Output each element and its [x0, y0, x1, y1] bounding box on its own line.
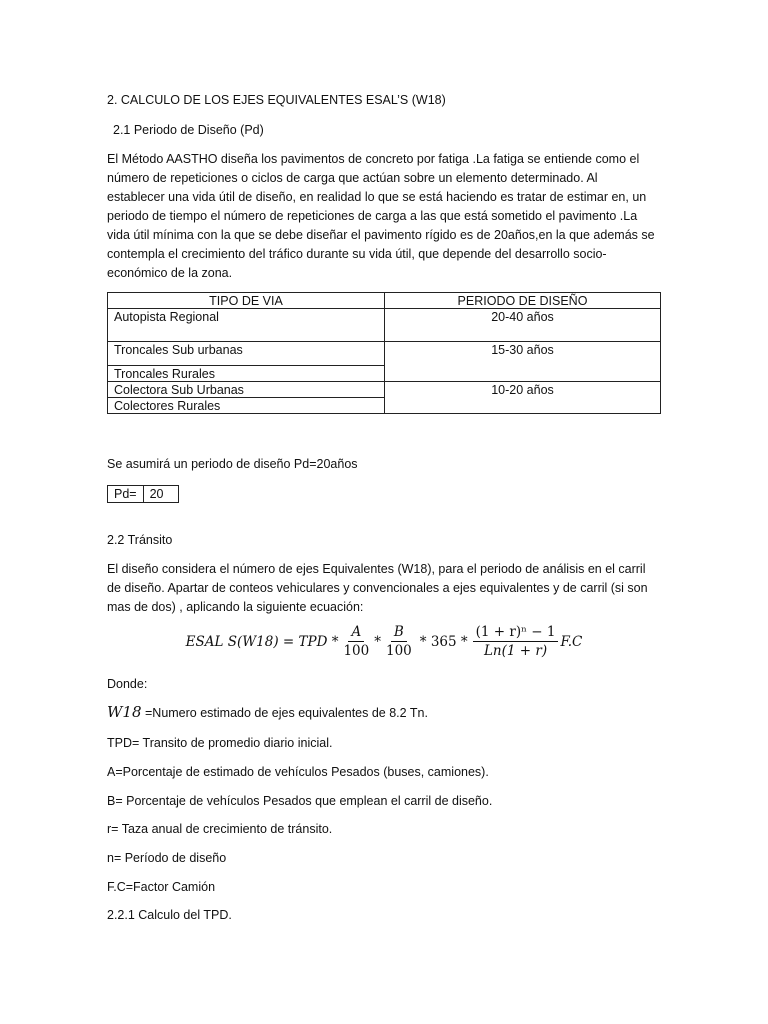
definition-r: r= Taza anual de crecimiento de tránsito.	[107, 822, 333, 836]
paragraph-metodo-aastho	[107, 150, 667, 283]
table-row	[108, 309, 661, 342]
paragraph-line: mas de dos) , aplicando la siguiente ecuación:	[107, 600, 364, 614]
design-period-table	[107, 292, 661, 414]
paragraph-line: económico de la zona.	[107, 266, 233, 280]
assumption-text: Se asumirá un periodo de diseño Pd=20años	[107, 457, 358, 471]
table-cell-periodo: 15-30 años	[385, 342, 661, 382]
table-cell-tipo: Autopista Regional	[108, 309, 385, 342]
definition-text: =Numero estimado de ejes equivalentes de 8.2 Tn.	[141, 706, 428, 720]
paragraph-line: establecer una vida útil de diseño, en realidad lo que se está haciendo es tratar de estimar en, un	[107, 190, 647, 204]
fraction-b-denominator: 100	[386, 643, 412, 659]
section-title: 2. CALCULO DE LOS EJES EQUIVALENTES ESAL’S (W18)	[107, 93, 446, 107]
equation-middle: * 365 *	[419, 633, 468, 650]
paragraph-line: de diseño. Apartar de conteos vehiculares y convencionales a ejes equivalentes y de carril (si son	[107, 581, 648, 595]
definition-w18	[107, 703, 428, 721]
paragraph-line: vida útil mínima con la que se debe diseñar el pavimento rígido es de 20años,en la que además se	[107, 228, 655, 242]
fraction-growth	[473, 624, 559, 659]
fraction-b-numerator: B	[391, 624, 407, 642]
esal-equation	[0, 624, 768, 659]
definition-n: n= Período de diseño	[107, 851, 227, 865]
table-header-periodo: PERIODO DE DISEÑO	[385, 293, 661, 309]
table-header-tipo-via: TIPO DE VIA	[108, 293, 385, 309]
subsection-transito: 2.2 Tránsito	[107, 533, 173, 547]
definition-b: B= Porcentaje de vehículos Pesados que emplean el carril de diseño.	[107, 794, 493, 808]
paragraph-transito	[107, 560, 667, 617]
paragraph-line: El diseño considera el número de ejes Equivalentes (W18), para el periodo de análisis en el carril	[107, 562, 646, 576]
pd-value-box	[107, 485, 179, 503]
table-cell-periodo: 20-40 años	[385, 309, 661, 342]
definition-a: A=Porcentaje de estimado de vehículos Pesados (buses, camiones).	[107, 765, 489, 779]
table-header-row	[108, 293, 661, 309]
donde-label: Donde:	[107, 677, 148, 691]
pd-label: Pd=	[108, 486, 144, 503]
fraction-a	[340, 624, 372, 659]
table-cell-periodo: 10-20 años	[385, 382, 661, 414]
definition-fc: F.C=Factor Camión	[107, 880, 216, 894]
definition-tpd: TPD= Transito de promedio diario inicial.	[107, 736, 333, 750]
subsection-calculo-tpd: 2.2.1 Calculo del TPD.	[107, 908, 232, 922]
table-row	[108, 342, 661, 366]
equation-factor-camion: F.C	[560, 633, 583, 650]
paragraph-line: contempla el crecimiento del tráfico durante su vida útil, que depende del desarrollo socio-	[107, 247, 607, 261]
fraction-growth-denominator: Ln(1 + r)	[483, 643, 548, 659]
paragraph-line: número de repeticiones o ciclos de carga que actúan sobre un elemento determinado. Al	[107, 171, 598, 185]
subsection-periodo-diseno: 2.1 Periodo de Diseño (Pd)	[113, 123, 264, 137]
fraction-a-denominator: 100	[343, 643, 370, 659]
equation-lhs: ESAL S(W18) = TPD *	[185, 633, 339, 650]
table-cell-tipo: Colectores Rurales	[108, 398, 385, 414]
multiply-sign: *	[374, 633, 381, 650]
table-cell-tipo: Colectora Sub Urbanas	[108, 382, 385, 398]
paragraph-line: periodo de tiempo el número de repeticiones de carga a las que está sometido el pavimento .La	[107, 209, 638, 223]
table-cell-tipo: Troncales Rurales	[108, 366, 385, 382]
definition-symbol: W18	[107, 703, 142, 721]
fraction-growth-numerator: (1 + r)ⁿ − 1	[473, 624, 559, 642]
paragraph-line: El Método AASTHO diseña los pavimentos de concreto por fatiga .La fatiga se entiende como el	[107, 152, 640, 166]
pd-value: 20	[143, 486, 178, 503]
fraction-a-numerator: A	[348, 624, 364, 642]
table-row	[108, 382, 661, 398]
fraction-b	[383, 624, 415, 659]
table-cell-tipo: Troncales Sub urbanas	[108, 342, 385, 366]
